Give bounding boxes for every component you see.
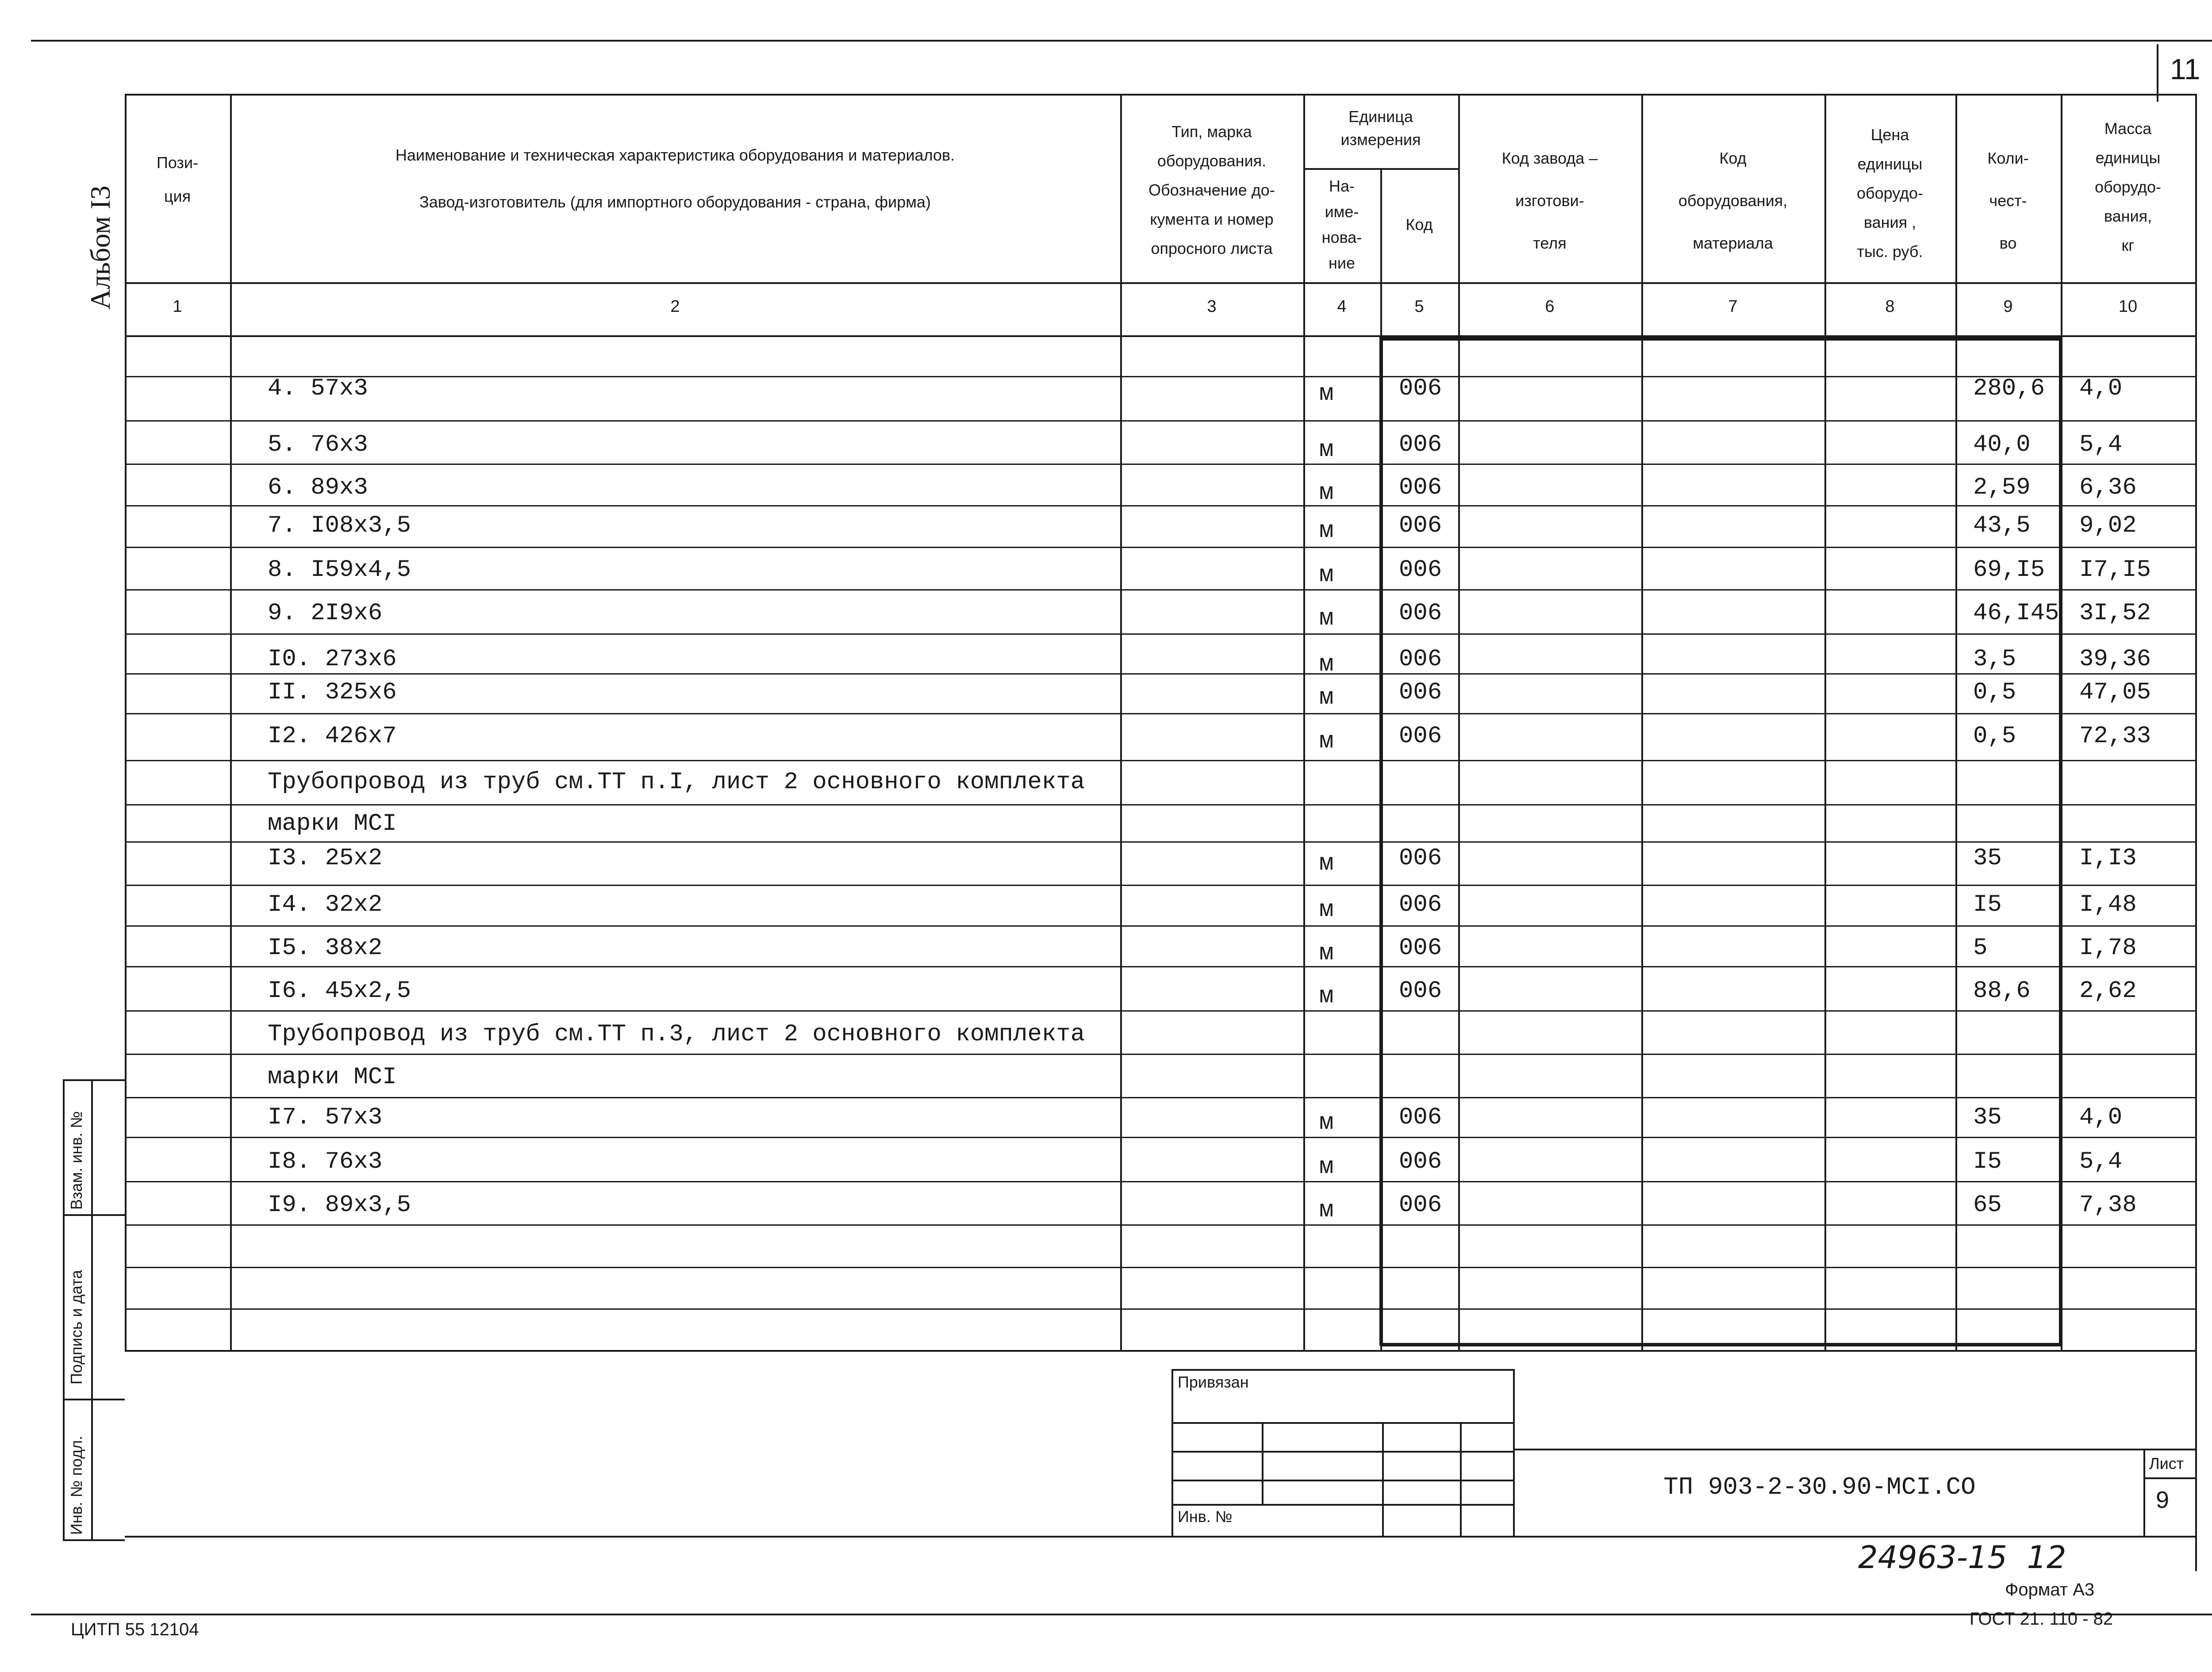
column-number-9: 9 <box>2003 297 2013 316</box>
row-unit: м <box>1319 1197 1334 1224</box>
row-line <box>125 966 2195 967</box>
row-name: I4. 32х2 <box>268 891 383 918</box>
row-name: марки МСI <box>268 1064 397 1091</box>
row-mass: I,48 <box>2079 891 2137 918</box>
row-code: 006 <box>1399 474 1442 501</box>
privyazan-c3 <box>1460 1422 1462 1536</box>
row-mass: 4,0 <box>2079 1104 2123 1131</box>
side-stamp-left <box>63 1079 65 1539</box>
row-unit: м <box>1319 605 1334 632</box>
row-qty: 46,I45 <box>1973 600 2059 627</box>
row-line <box>125 420 2195 422</box>
designation-top <box>1515 1449 2197 1450</box>
row-mass: I,I3 <box>2079 845 2137 872</box>
row-qty: 2,59 <box>1973 474 2031 501</box>
privyazan-r3 <box>1171 1480 1515 1481</box>
header-col3: Тип, марка оборудования. Обозначение до- кумента и номер опросного листа <box>1148 123 1275 257</box>
row-code: 006 <box>1399 646 1442 673</box>
row-line <box>125 1137 2195 1138</box>
row-mass: I,78 <box>2079 935 2137 962</box>
side-stamp-inv-podl: Инв. № подл. <box>67 1435 85 1535</box>
row-unit: м <box>1319 897 1334 924</box>
row-name: I8. 76х3 <box>268 1148 383 1175</box>
emph-bottom <box>1380 1343 2062 1346</box>
header-col6: Код завода – изготови- теля <box>1502 149 1598 252</box>
row-line <box>125 1224 2195 1226</box>
row-line <box>125 589 2195 591</box>
row-mass: 7,38 <box>2079 1192 2137 1219</box>
column-number-5: 5 <box>1414 297 1424 316</box>
row-mass: 47,05 <box>2079 679 2151 706</box>
row-qty: 0,5 <box>1973 679 2016 706</box>
row-name: II. 325х6 <box>268 679 397 706</box>
sep-1-2 <box>230 94 232 1350</box>
column-number-3: 3 <box>1207 297 1217 316</box>
header-col8: Цена единицы оборудо- вания , тыс. руб. <box>1856 126 1924 261</box>
row-code: 006 <box>1399 556 1442 583</box>
column-number-8: 8 <box>1885 297 1895 316</box>
header-col5: Код <box>1406 215 1433 234</box>
gost-label: ГОСТ 21. 110 - 82 <box>1970 1609 2113 1629</box>
privyazan-right <box>1513 1369 1515 1536</box>
sep-2-3 <box>1120 94 1122 1350</box>
row-line <box>125 376 2195 377</box>
sep-6-7 <box>1641 94 1643 1350</box>
row-unit: м <box>1319 479 1334 506</box>
row-code: 006 <box>1399 935 1442 962</box>
row-unit: м <box>1319 684 1334 711</box>
row-unit: м <box>1319 562 1334 589</box>
header-col4: На- име- нова- ние <box>1321 177 1362 272</box>
row-code: 006 <box>1399 891 1442 918</box>
row-code: 006 <box>1399 375 1442 402</box>
header-bottom <box>125 282 2197 284</box>
row-name: I9. 89х3,5 <box>268 1192 411 1219</box>
row-qty: 0,5 <box>1973 723 2016 750</box>
row-name: 4. 57х3 <box>268 375 368 402</box>
row-line <box>125 713 2195 714</box>
row-qty: I5 <box>1973 891 2002 918</box>
row-name: 7. I08х3,5 <box>268 512 411 539</box>
header-col1: Пози- ция <box>156 153 199 205</box>
row-qty: I5 <box>1973 1148 2002 1175</box>
row-unit: м <box>1319 850 1334 877</box>
row-unit: м <box>1319 651 1334 678</box>
row-qty: 3,5 <box>1973 646 2016 673</box>
format-label: Формат А3 <box>2005 1580 2095 1599</box>
row-code: 006 <box>1399 845 1442 872</box>
sheet-number-top: 11 <box>2170 53 2200 85</box>
row-unit: м <box>1319 1154 1334 1181</box>
row-line <box>125 804 2195 805</box>
side-stamp-vzam: Взам. инв. № <box>67 1111 85 1210</box>
row-name: I7. 57х3 <box>268 1104 383 1131</box>
row-line <box>125 1010 2195 1012</box>
emph-top <box>1380 337 2062 341</box>
handwritten-number: 24963-15 12 <box>1858 1539 2066 1576</box>
side-stamp-sep2 <box>63 1399 125 1400</box>
row-name: I3. 25х2 <box>268 845 383 872</box>
row-qty: 35 <box>1973 845 2002 872</box>
row-line <box>125 1181 2195 1182</box>
column-number-1: 1 <box>173 297 182 316</box>
unit-group-divider <box>1303 168 1458 170</box>
row-mass: 4,0 <box>2079 375 2123 402</box>
list-box-left <box>2143 1449 2145 1536</box>
citp-label: ЦИТП 55 12104 <box>71 1620 199 1639</box>
column-number-6: 6 <box>1545 297 1555 316</box>
row-name: 6. 89х3 <box>268 474 368 501</box>
privyazan-left <box>1171 1369 1173 1536</box>
table-top <box>125 94 2197 96</box>
row-line <box>125 1054 2195 1055</box>
row-unit: м <box>1319 518 1334 545</box>
row-unit: м <box>1319 380 1334 407</box>
row-name: I0. 273х6 <box>268 646 397 673</box>
row-mass: 3I,52 <box>2079 600 2151 627</box>
row-name: 9. 2I9х6 <box>268 600 383 627</box>
table-bottom <box>125 1350 2197 1352</box>
row-name: I5. 38х2 <box>268 935 383 962</box>
privyazan-top <box>1171 1369 1515 1371</box>
row-mass: I7,I5 <box>2079 556 2151 583</box>
album-label: Альбом I3 <box>84 185 116 310</box>
privyazan-r1 <box>1171 1422 1515 1424</box>
row-line <box>125 885 2195 886</box>
sep-3-4 <box>1303 94 1305 1350</box>
header-col7: Код оборудования, материала <box>1678 149 1788 252</box>
row-line <box>125 841 2195 843</box>
sheet-number-box-left <box>2157 44 2158 102</box>
row-unit: м <box>1319 728 1334 755</box>
column-number-10: 10 <box>2118 297 2138 316</box>
row-unit: м <box>1319 940 1334 967</box>
row-name: марки МСI <box>268 810 397 837</box>
row-code: 006 <box>1399 600 1442 627</box>
header-col10: Масса единицы оборудо- вания, кг <box>2094 119 2162 254</box>
bottom-frame-line <box>125 1536 2197 1538</box>
row-qty: 40,0 <box>1973 431 2031 458</box>
row-line <box>125 1308 2195 1310</box>
side-stamp-podpis: Подпись и дата <box>67 1270 85 1384</box>
column-number-2: 2 <box>670 297 680 316</box>
sep-5-6 <box>1458 94 1460 1350</box>
row-unit: м <box>1319 437 1334 464</box>
header-unit-group: Единица измерения <box>1340 107 1421 149</box>
table-right <box>2195 94 2197 1571</box>
side-stamp-mid <box>91 1079 93 1539</box>
side-stamp-sep1 <box>63 1214 125 1216</box>
column-number-7: 7 <box>1728 297 1738 316</box>
row-mass: 39,36 <box>2079 646 2151 673</box>
header-col2-line2: Завод-изготовитель (для импортного оборудования - страна, фирма) <box>419 193 931 211</box>
side-stamp-top <box>63 1079 125 1081</box>
row-mass: 5,4 <box>2079 1148 2123 1175</box>
row-qty: 35 <box>1973 1104 2002 1131</box>
row-line <box>125 1097 2195 1098</box>
row-line <box>125 760 2195 761</box>
row-code: 006 <box>1399 1104 1442 1131</box>
list-box-sep <box>2143 1477 2197 1479</box>
row-line <box>125 1267 2195 1268</box>
row-code: 006 <box>1399 431 1442 458</box>
row-code: 006 <box>1399 679 1442 706</box>
list-number: 9 <box>2156 1487 2170 1513</box>
row-line <box>125 673 2195 675</box>
row-code: 006 <box>1399 1148 1442 1175</box>
row-mass: 9,02 <box>2079 512 2137 539</box>
row-code: 006 <box>1399 723 1442 750</box>
document-designation: ТП 903-2-30.90-МСI.СО <box>1663 1473 1976 1501</box>
row-code: 006 <box>1399 512 1442 539</box>
privyazan-r2 <box>1171 1451 1515 1453</box>
row-mass: 72,33 <box>2079 723 2151 750</box>
row-qty: 69,I5 <box>1973 556 2045 583</box>
privyazan-r4 <box>1171 1504 1515 1506</box>
row-line <box>125 925 2195 927</box>
row-line <box>125 633 2195 635</box>
row-line <box>125 464 2195 465</box>
privyazan-label: Привязан <box>1178 1373 1249 1391</box>
row-name: Трубопровод из труб см.ТТ п.3, лист 2 основного комплекта <box>268 1021 1085 1048</box>
row-qty: 43,5 <box>1973 512 2031 539</box>
row-qty: 65 <box>1973 1192 2002 1219</box>
row-mass: 5,4 <box>2079 431 2123 458</box>
privyazan-c2 <box>1382 1422 1384 1536</box>
sep-8-9 <box>1955 94 1957 1350</box>
row-unit: м <box>1319 983 1334 1010</box>
row-unit: м <box>1319 1109 1334 1136</box>
sep-7-8 <box>1824 94 1826 1350</box>
row-mass: 2,62 <box>2079 978 2137 1005</box>
header-col2-line1: Наименование и техническая характеристика оборудования и материалов. <box>395 146 955 164</box>
row-name: I2. 426х7 <box>268 723 397 750</box>
row-qty: 5 <box>1973 935 1988 962</box>
row-code: 006 <box>1399 978 1442 1005</box>
outer-bottom-line <box>31 1614 2212 1615</box>
inv-no-label: Инв. № <box>1178 1507 1233 1526</box>
row-line <box>125 505 2195 506</box>
row-name: 5. 76х3 <box>268 431 368 458</box>
row-mass: 6,36 <box>2079 474 2137 501</box>
list-label: Лист <box>2149 1454 2184 1473</box>
table-left <box>125 94 127 1350</box>
row-name: Трубопровод из труб см.ТТ п.I, лист 2 основного комплекта <box>268 769 1085 796</box>
column-number-4: 4 <box>1337 297 1347 316</box>
row-code: 006 <box>1399 1192 1442 1219</box>
top-border-line <box>31 40 2212 42</box>
row-qty: 280,6 <box>1973 375 2045 402</box>
header-col9: Коли- чест- во <box>1987 149 2029 252</box>
row-qty: 88,6 <box>1973 978 2031 1005</box>
privyazan-c1 <box>1262 1422 1263 1504</box>
row-name: I6. 45х2,5 <box>268 978 411 1005</box>
side-stamp-bottom <box>63 1539 125 1541</box>
row-name: 8. I59х4,5 <box>268 556 411 583</box>
row-line <box>125 547 2195 548</box>
